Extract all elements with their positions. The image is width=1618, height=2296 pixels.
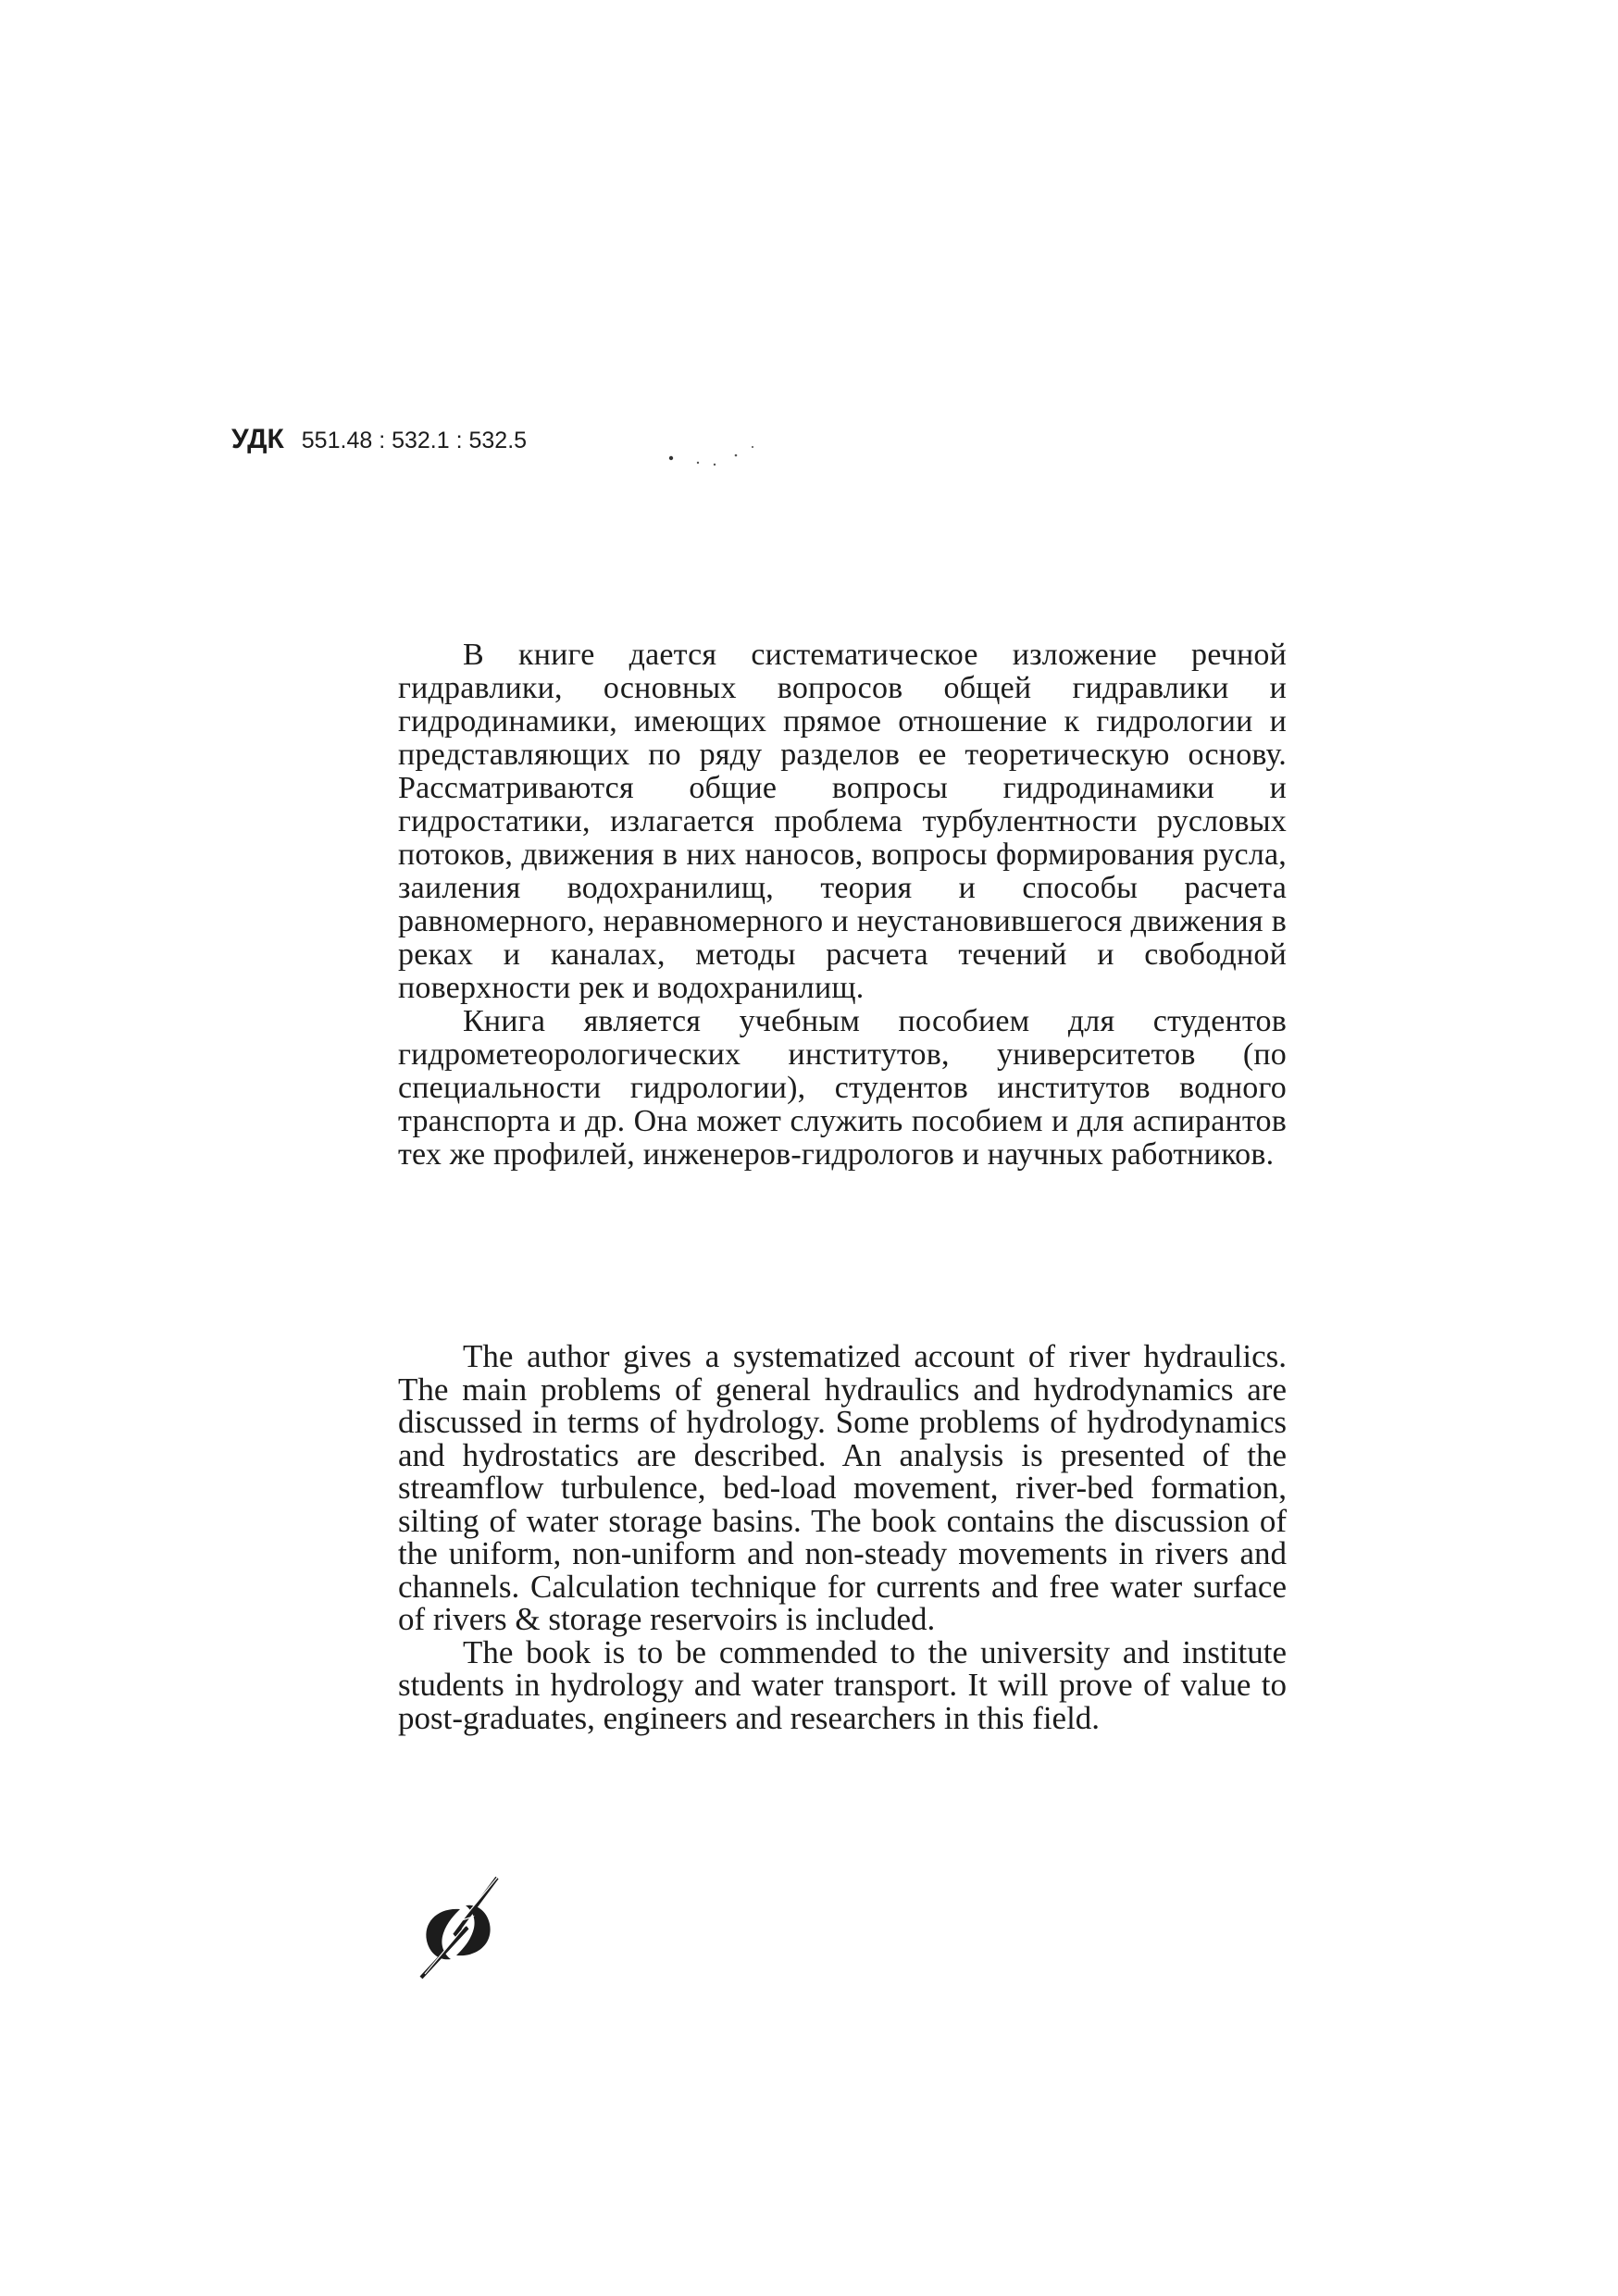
abstract-english [398,1340,1287,1734]
udk-code: 551.48 : 532.1 : 532.5 [301,428,528,453]
udk-label: УДК [231,424,284,454]
abstract-russian [398,639,1287,1172]
abstract-en-paragraph-1: The author gives a systematized account of river hydraulics. The main problems of general hydraulics and hydrodynamics are discussed in terms of hydrology. Some problems of hydrodynamics and hydrostatics are described. An analysis is presented of the streamflow turbulence, bed-load movement, river-bed formation, silting of water storage basins. The book contains the discussion of the uniform, non-uniform and non-steady movements in rivers and channels. Calculation technique for currents and free water surface of rivers & storage reservoirs is included. [398,1338,1287,1637]
udk-classification [231,424,527,455]
abstract-ru-paragraph-1: В книге дается систематическое изложение речной гидравлики, основных вопросов общей гидравлики и гидродинамики, имеющих прямое отношение к гидрологии и представляющих по ряду разделов ее теоретическую основу. Рассматриваются общие вопросы гидродинамики и гидростатики, излагается проблема турбулентности русловых потоков, движения в них наносов, вопросы формирования русла, заиления водохранилищ, теория и способы расчета равномерного, неравномерного и неустановившегося движения в реках и каналах, методы расчета течений и свободной поверхности рек и водохранилищ. [398,638,1287,1005]
abstract-ru-paragraph-2: Книга является учебным пособием для студентов гидрометеорологических институтов, университетов (по специальности гидрологии), студентов институтов водного транспорта и др. Она может служить пособием и для аспирантов тех же профилей, инженеров-гидрологов и научных работников. [398,1004,1287,1172]
publisher-logo-icon [412,1874,504,1980]
print-specks [666,442,759,470]
abstract-en-paragraph-2: The book is to be commended to the university and institute students in hydrology and water transport. It will prove of value to post-graduates, engineers and researchers in this field. [398,1633,1287,1736]
